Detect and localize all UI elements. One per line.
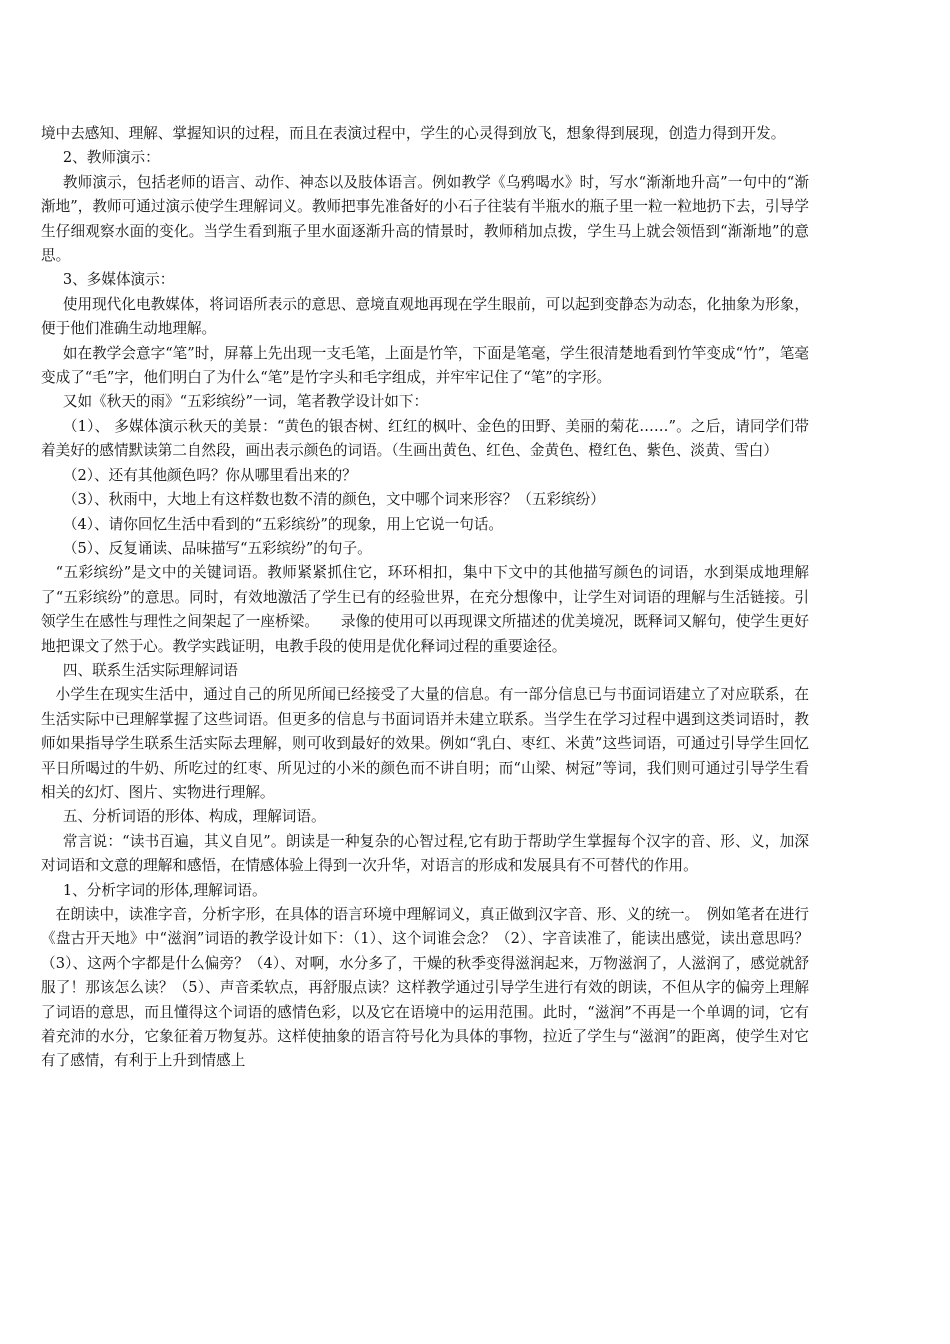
subheading-multimedia-demo: 3、多媒体演示： xyxy=(62,271,175,289)
list-item-5: （5）、反复诵读、品味描写“五彩缤纷”的句子。 xyxy=(62,539,372,557)
document-body xyxy=(41,122,809,1074)
paragraph-bi-example: 如在教学会意字“笔”时，屏幕上先出现一支毛笔，上面是竹竿，下面是笔毫，学生很清楚地看到竹竿变成“竹”，笔毫变成了“毛”字，他们明白了为什么“笔”是竹字头和毛字组成，并牢牢记住了“笔”的字形。 xyxy=(41,344,809,387)
list-item-1: （1）、 多媒体演示秋天的美景：“黄色的银杏树、红红的枫叶、金色的田野、美丽的菊花……”。之后，请同学们带着美好的感情默读第二自然段，画出表示颜色的词语。（生画出黄色、红色、金黄色、橙红色、紫色、淡黄、雪白） xyxy=(41,417,809,460)
paragraph-teacher-demo: 教师演示，包括老师的语言、动作、神态以及肢体语言。例如教学《乌鸦喝水》时，写水“渐渐地升高”一句中的“渐渐地”，教师可通过演示使学生理解词义。教师把事先准备好的小石子往装有半瓶水的瓶子里一粒一粒地扔下去，引导学生仔细观察水面的变化。当学生看到瓶子里水面逐渐升高的情景时，教师稍加点拨，学生马上就会领悟到“渐渐地”的意思。 xyxy=(41,173,809,265)
list-item-4: （4）、请你回忆生活中看到的“五彩缤纷”的现象，用上它说一句话。 xyxy=(62,515,504,533)
paragraph-reading: 常言说：“读书百遍，其义自见”。朗读是一种复杂的心智过程,它有助于帮助学生掌握每个汉字的音、形、义，加深对词语和文意的理解和感悟，在情感体验上得到一次升华，对语言的形成和发展具有不可替代的作用。 xyxy=(41,832,809,875)
subheading-analyze-form: 1、分析字词的形体,理解词语。 xyxy=(62,881,267,899)
paragraph-ziru-example: 在朗读中，读准字音，分析字形，在具体的语言环境中理解词义，真正做到汉字音、形、义的统一。 例如笔者在进行《盘古开天地》中“滋润”词语的教学设计如下：（1）、这个词谁会念？（2）、字音读准了，能读出感觉，读出意思吗？（3）、这两个字都是什么偏旁？（4）、对啊，水分多了，干燥的秋季变得滋润起来，万物滋润了，人滋润了，感觉就舒服了！那该怎么读？（5）、声音柔软点，再舒服点读？这样教学通过引导学生进行有效的朗读，不但从字的偏旁上理解了词语的意思，而且懂得这个词语的感情色彩，以及它在语境中的运用范围。此时，“滋润”不再是一个单调的词，它有着充沛的水分，它象征着万物复苏。这样使抽象的语言符号化为具体的事物，拉近了学生与“滋润”的距离，使学生对它有了感情，有利于上升到情感上 xyxy=(41,906,809,1070)
list-item-3: （3）、秋雨中，大地上有这样数也数不清的颜色，文中哪个词来形容？（五彩缤纷） xyxy=(62,491,605,509)
paragraph-autumn-rain-intro: 又如《秋天的雨》“五彩缤纷”一词，笔者教学设计如下： xyxy=(62,393,429,411)
paragraph-wucai-analysis: “五彩缤纷”是文中的关键词语。教师紧紧抓住它，环环相扣，集中下文中的其他描写颜色的词语，水到渠成地理解了“五彩缤纷”的意思。同时，有效地激活了学生已有的经验世界，在充分想像中，让学生对词语的理解与生活链接。引领学生在感性与理性之间架起了一座桥梁。 录像的使用可以再现课文所描述的优美境况，既释词又解句，使学生更好地把课文了然于心。教学实践证明，电教手段的使用是优化释词过程的重要途径。 xyxy=(41,564,809,655)
paragraph-life-connection: 小学生在现实生活中，通过自己的所见所闻已经接受了大量的信息。有一部分信息已与书面词语建立了对应联系，在生活实际中已理解掌握了这些词语。但更多的信息与书面词语并未建立联系。当学生在学习过程中遇到这类词语时，教师如果指导学生联系生活实际去理解，则可收到最好的效果。例如“乳白、枣红、米黄”这些词语，可通过引导学生回忆平日所喝过的牛奶、所吃过的红枣、所见过的小米的颜色而不讲自明；而“山梁、树冠”等词，我们则可通过引导学生看相关的幻灯、图片、实物进行理解。 xyxy=(41,686,809,801)
paragraph-multimedia: 使用现代化电教媒体，将词语所表示的意思、意境直观地再现在学生眼前，可以起到变静态为动态，化抽象为形象，便于他们准确生动地理解。 xyxy=(41,295,809,338)
section-heading-4: 四、联系生活实际理解词语 xyxy=(62,661,239,679)
section-heading-5: 五、分析词语的形体、构成，理解词语。 xyxy=(62,808,326,826)
subheading-teacher-demo: 2、教师演示： xyxy=(62,149,160,167)
paragraph-continuation: 境中去感知、理解、掌握知识的过程，而且在表演过程中，学生的心灵得到放飞，想象得到展现，创造力得到开发。 xyxy=(41,125,786,142)
list-item-2: （2）、还有其他颜色吗？你从哪里看出来的？ xyxy=(62,466,357,484)
